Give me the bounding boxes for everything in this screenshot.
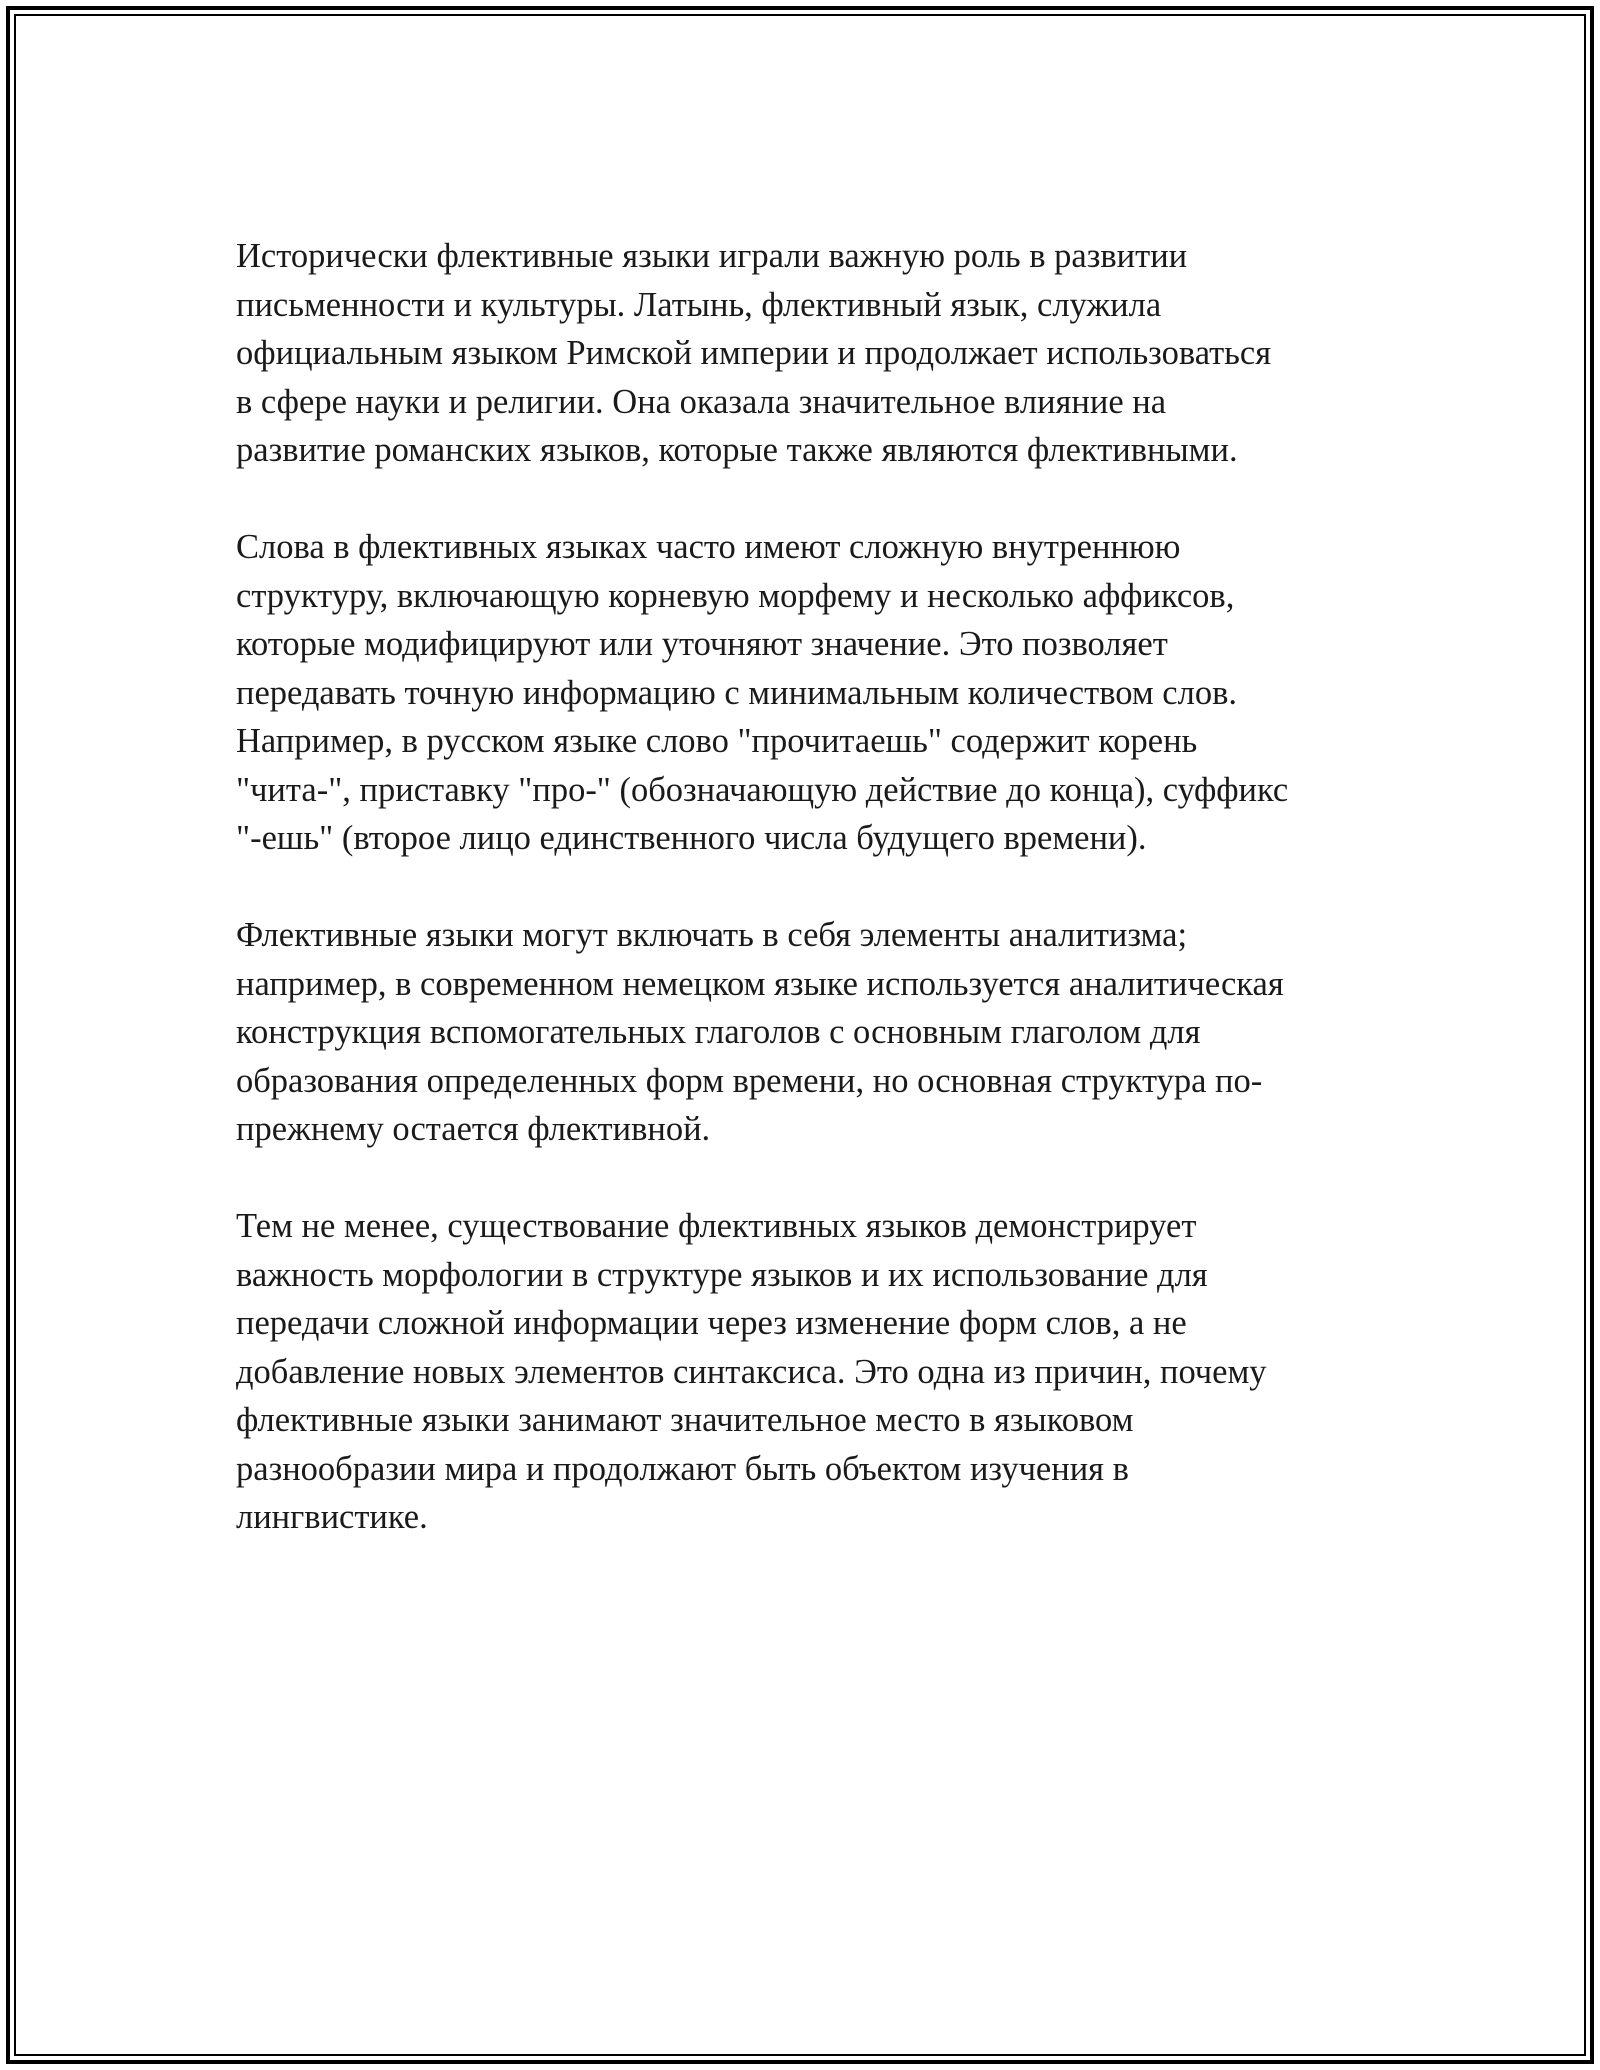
paragraph-4: Тем не менее, существование флективных языков демонстрирует важность морфологии в структуре языков и их использование для передачи сложной информации через изменение форм слов, а не добавление новых элементов синтаксиса. Это одна из причин, почему флективные языки занимают значительное место в языковом разнообразии мира и продолжают быть объектом изучения в лингвистике. — [236, 1207, 1267, 1536]
paragraph-2: Слова в флективных языках часто имеют сложную внутреннюю структуру, включающую корневую морфему и несколько аффиксов, которые модифицируют или уточняют значение. Это позволяет передавать точную информацию с минимальным количеством слов. Например, в русском языке слово "прочитаешь" содержит корень "чита-", приставку "про-" (обозначающую действие до конца), суффикс "-ешь" (второе лицо единственного числа будущего времени). — [236, 528, 1289, 857]
document-body — [236, 232, 1376, 1590]
paragraph-1: Исторически флективные языки играли важную роль в развитии письменности и культуры. Латынь, флективный язык, служила официальным языком Римской империи и продолжает использоваться в сфере науки и религии. Она оказала значительное влияние на развитие романских языков, которые также являются флективными. — [236, 237, 1272, 469]
paragraph-3: Флективные языки могут включать в себя элементы аналитизма; например, в современном немецком языке используется аналитическая конструкция вспомогательных глаголов с основным глаголом для образования определенных форм времени, но основная структура по- прежнему остается флективной. — [236, 916, 1284, 1148]
